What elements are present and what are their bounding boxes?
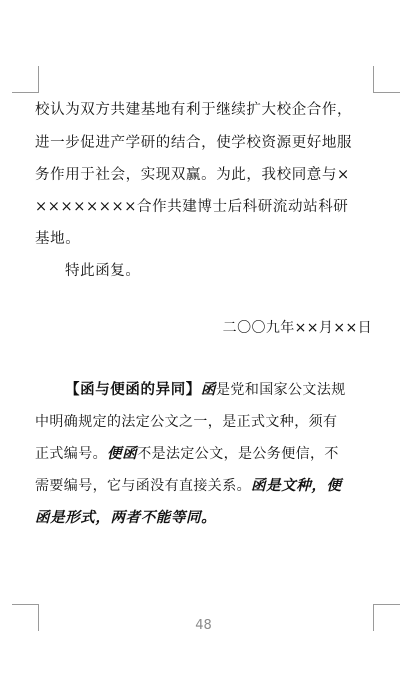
letter-line-1: 校认为双方共建基地有利于继续扩大校企合作， (35, 102, 353, 118)
note-text-4a: 需要编号，它与函没有直接关系。 (35, 478, 251, 494)
letter-date: 二〇〇九年××月××日 (222, 320, 372, 336)
crop-mark-top-left (12, 66, 39, 93)
note-emphasis-1: 函是文种，便 (251, 477, 342, 494)
note-text-1: 是党和国家公文法规 (216, 382, 346, 398)
letter-line-3: 务作用于社会，实现双赢。为此，我校同意与× (35, 167, 350, 183)
note-text-3a: 正式编号。 (35, 446, 107, 462)
note-line-4 (35, 476, 342, 496)
note-term-bianhan: 便函 (107, 445, 138, 462)
letter-line-5: 基地。 (35, 231, 81, 247)
note-heading: 【函与便函的异同】 (65, 381, 201, 398)
letter-closing: 特此函复。 (65, 263, 141, 279)
note-line-2: 中明确规定的法定公文之一，是正式文种，须有 (35, 414, 338, 430)
note-emphasis-2: 函是形式，两者不能等同。 (35, 509, 217, 526)
letter-line-2: 进一步促进产学研的结合，使学校资源更好地服 (35, 135, 353, 151)
note-line-1 (65, 380, 346, 400)
crop-mark-top-right (373, 66, 400, 93)
note-line-3 (35, 444, 339, 464)
note-text-3b: 不是法定公文，是公务便信，不 (137, 446, 339, 462)
page-number: 48 (195, 618, 212, 633)
note-term-han: 函 (200, 381, 217, 398)
letter-line-4: ××××××××合作共建博士后科研流动站科研 (35, 199, 349, 215)
